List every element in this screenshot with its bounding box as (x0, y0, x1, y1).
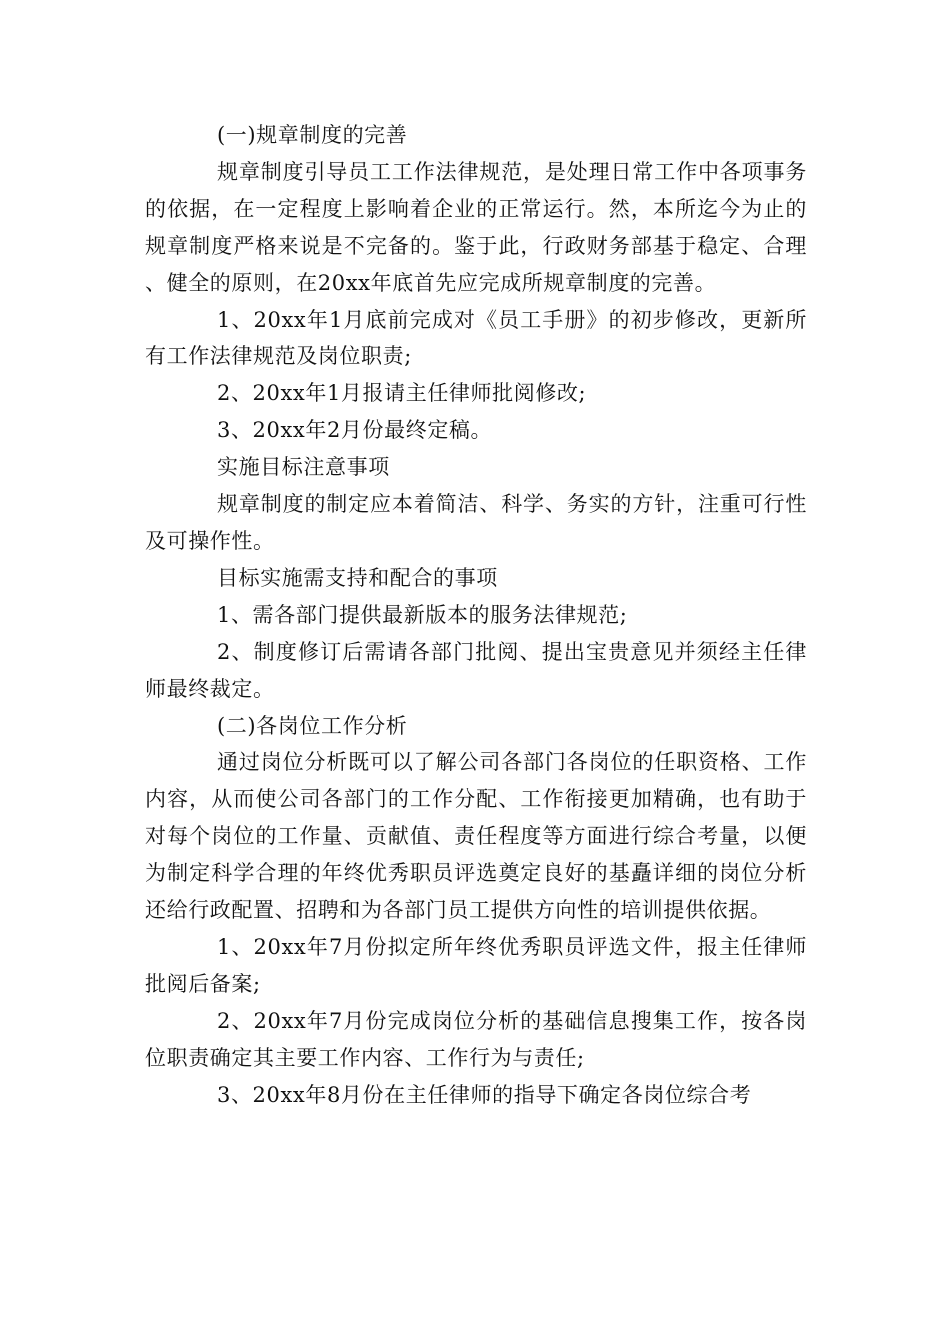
document-body (145, 117, 807, 1113)
list-item: 1、需各部门提供最新版本的服务法律规范; (217, 602, 628, 627)
body-paragraph: 规章制度引导员工工作法律规范，是处理日常工作中各项事务的依据，在一定程度上影响着企业的正常运行。然，本所迄今为止的规章制度严格来说是不完备的。鉴于此，行政财务部基于稳定、合理、健全的原则，在20xx年底首先应完成所规章制度的完善。 (145, 159, 807, 295)
list-item: 1、20xx年1月底前完成对《员工手册》的初步修改，更新所有工作法律规范及岗位职责; (145, 307, 807, 369)
section-heading-1: (一)规章制度的完善 (217, 123, 408, 147)
list-item: 1、20xx年7月份拟定所年终优秀职员评选文件，报主任律师批阅后备案; (145, 934, 807, 996)
list-item: 2、20xx年1月报请主任律师批阅修改; (217, 381, 587, 406)
list-item: 2、20xx年7月份完成岗位分析的基础信息搜集工作，按各岗位职责确定其主要工作内容、工作行为与责任; (145, 1008, 807, 1070)
list-item: 3、20xx年2月份最终定稿。 (217, 418, 493, 443)
list-item: 3、20xx年8月份在主任律师的指导下确定各岗位综合考 (217, 1082, 752, 1107)
subheading: 目标实施需支持和配合的事项 (217, 565, 498, 590)
body-paragraph: 规章制度的制定应本着简洁、科学、务实的方针，注重可行性及可操作性。 (145, 492, 807, 553)
subheading: 实施目标注意事项 (217, 455, 390, 480)
body-paragraph: 通过岗位分析既可以了解公司各部门各岗位的任职资格、工作内容，从而使公司各部门的工作分配、工作衔接更加精确，也有助于对每个岗位的工作量、贡献值、责任程度等方面进行综合考量，以便为制定科学合理的年终优秀职员评选奠定良好的基矗详细的岗位分析还给行政配置、招聘和为各部门员工提供方向性的培训提供依据。 (145, 750, 807, 923)
list-item: 2、制度修订后需请各部门批阅、提出宝贵意见并须经主任律师最终裁定。 (145, 639, 807, 701)
section-heading-2: (二)各岗位工作分析 (217, 713, 408, 738)
